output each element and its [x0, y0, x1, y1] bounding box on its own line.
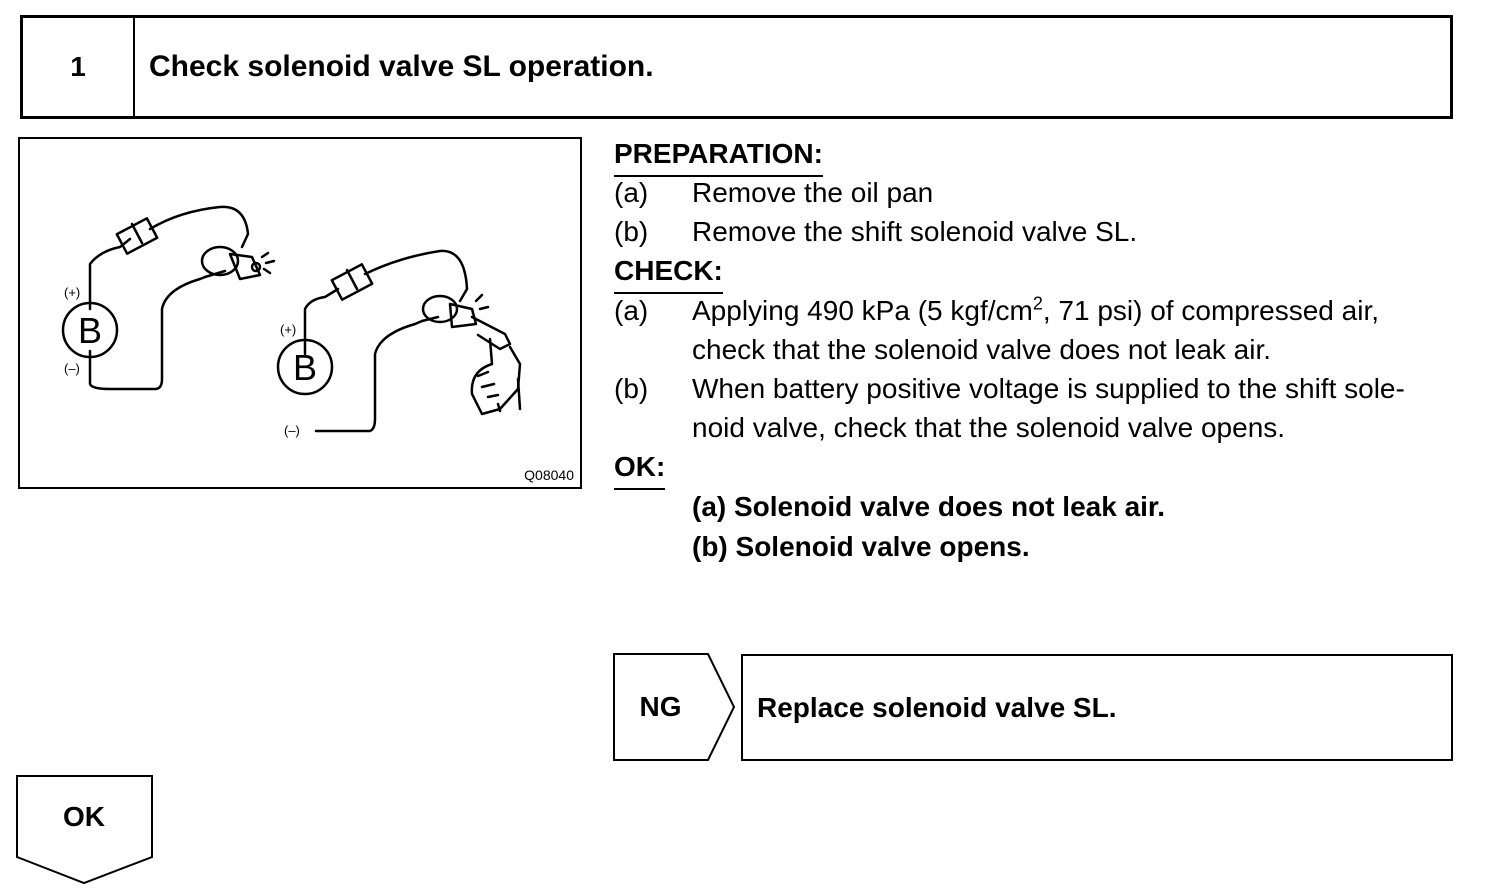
- check-item-a-line1: Applying 490 kPa (5 kgf/$cm^2$, 71 psi) of compressed air,: [692, 293, 1380, 326]
- prep-item-b-label: (b): [614, 216, 649, 247]
- check-item-b-line1: When battery positive voltage is supplied to the shift sole-: [692, 373, 1405, 404]
- prep-item-a-text: Remove the oil pan: [692, 177, 934, 208]
- ok-heading: OK:: [614, 447, 665, 490]
- figure-code: Q08040: [524, 467, 574, 483]
- ng-action-text: Replace solenoid valve SL.: [757, 691, 1117, 723]
- ok-arrow-label: OK: [63, 801, 105, 832]
- check-item-a-label: (a): [614, 295, 649, 326]
- check-item-a-line2: check that the solenoid valve does not leak air.: [692, 334, 1272, 365]
- ok-criterion-a: (a) Solenoid valve does not leak air.: [692, 491, 1166, 522]
- check-item-b-line2: noid valve, check that the solenoid valve opens.: [692, 412, 1286, 443]
- check-item-b-label: (b): [614, 373, 649, 404]
- battery-label-right: B: [293, 347, 318, 388]
- minus-terminal-left: (–): [64, 361, 80, 376]
- ng-label: NG: [639, 690, 682, 722]
- step-header: [20, 15, 1453, 119]
- step-number: 1: [23, 18, 135, 116]
- plus-terminal-left: (+): [64, 285, 81, 300]
- check-heading: CHECK:: [614, 251, 723, 294]
- step-title: Check solenoid valve SL operation.: [149, 50, 654, 83]
- plus-terminal-right: (+): [280, 322, 297, 337]
- prep-item-b-text: Remove the shift solenoid valve SL.: [692, 216, 1138, 247]
- ok-criterion-b: (b) Solenoid valve opens.: [692, 531, 1030, 562]
- solenoid-test-illustration: [18, 137, 582, 489]
- prep-item-a-label: (a): [614, 177, 649, 208]
- ng-action-box: [741, 654, 1453, 761]
- minus-terminal-right: (–): [284, 423, 300, 438]
- wiring-diagram: [20, 139, 580, 487]
- preparation-heading: PREPARATION:: [614, 134, 823, 177]
- battery-label-left: B: [78, 310, 103, 351]
